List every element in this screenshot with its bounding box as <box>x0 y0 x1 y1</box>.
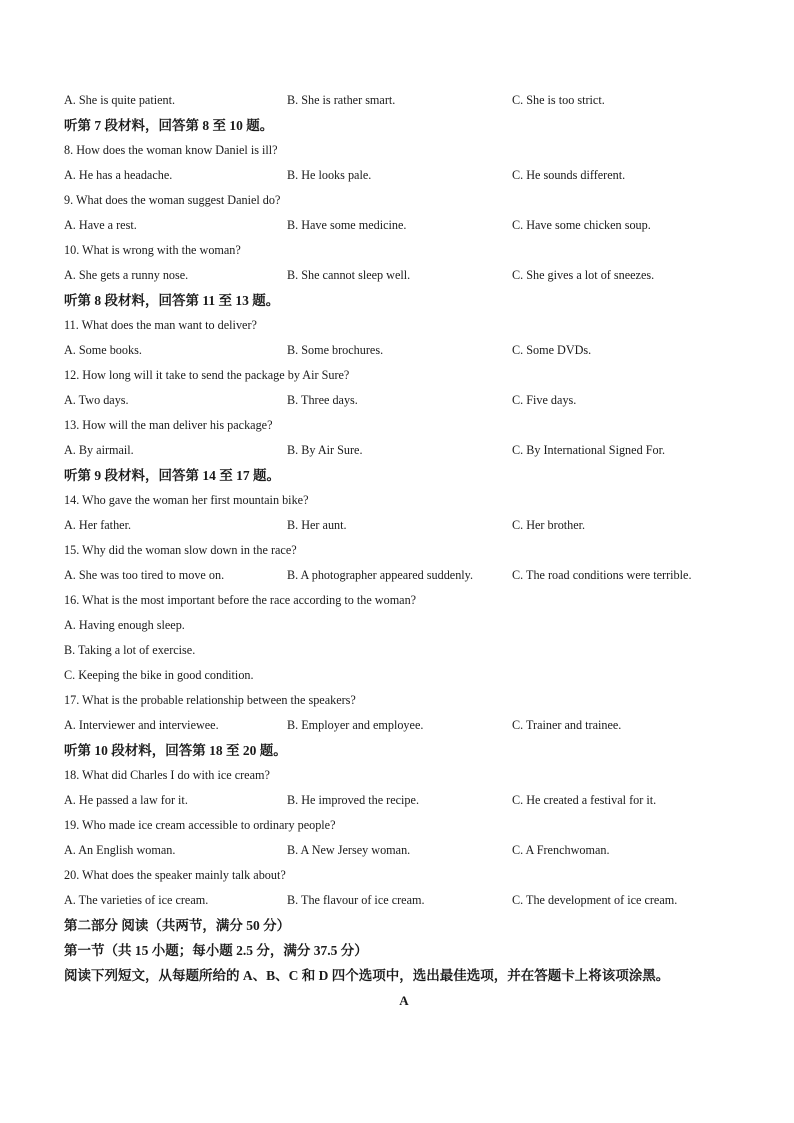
option-a: A. The varieties of ice cream. <box>64 893 209 907</box>
options-row <box>64 213 744 238</box>
options-row <box>64 438 744 463</box>
question: 19. Who made ice cream accessible to ordinary people? <box>64 818 336 832</box>
option-b: B. She cannot sleep well. <box>287 268 411 282</box>
part-title: 第二部分 阅读（共两节，满分 50 分） <box>64 918 291 933</box>
option-a: A. She was too tired to move on. <box>64 568 225 582</box>
option-c: C. Keeping the bike in good condition. <box>64 668 254 682</box>
option-b: B. Some brochures. <box>287 343 384 357</box>
option-b: B. Have some medicine. <box>287 218 407 232</box>
question: 8. How does the woman know Daniel is ill? <box>64 143 278 157</box>
option-c: C. Some DVDs. <box>512 343 592 357</box>
options-row <box>64 388 744 413</box>
instruction: 阅读下列短文，从每题所给的 A、B、C 和 D 四个选项中，选出最佳选项，并在答题卡上将该项涂黑。 <box>64 968 670 983</box>
option-b: B. The flavour of ice cream. <box>287 893 425 907</box>
option-b: B. He looks pale. <box>287 168 372 182</box>
options-row <box>64 263 744 288</box>
question: 10. What is wrong with the woman? <box>64 243 241 257</box>
options-row <box>64 88 744 113</box>
question: 20. What does the speaker mainly talk about? <box>64 868 286 882</box>
options-row <box>64 838 744 863</box>
option-c: C. Have some chicken soup. <box>512 218 651 232</box>
option-a: A. Some books. <box>64 343 142 357</box>
section-heading: 听第 8 段材料，回答第 11 至 13 题。 <box>64 293 280 308</box>
question: 16. What is the most important before the race according to the woman? <box>64 593 417 607</box>
options-row <box>64 788 744 813</box>
option-b: B. She is rather smart. <box>287 93 396 107</box>
option-a: A. He has a headache. <box>64 168 173 182</box>
option-c: C. She gives a lot of sneezes. <box>512 268 655 282</box>
option-c: C. She is too strict. <box>512 93 605 107</box>
passage-label: A <box>399 993 409 1008</box>
option-c: C. The development of ice cream. <box>512 893 678 907</box>
section-heading: 听第 7 段材料，回答第 8 至 10 题。 <box>64 118 274 133</box>
options-row <box>64 563 744 588</box>
option-b: B. Employer and employee. <box>287 718 424 732</box>
options-row <box>64 163 744 188</box>
option-b: B. Three days. <box>287 393 358 407</box>
option-a: A. She is quite patient. <box>64 93 176 107</box>
option-a: A. Her father. <box>64 518 132 532</box>
option-c: C. He sounds different. <box>512 168 626 182</box>
question: 14. Who gave the woman her first mountain bike? <box>64 493 309 507</box>
question: 11. What does the man want to deliver? <box>64 318 257 332</box>
section-heading: 听第 10 段材料，回答第 18 至 20 题。 <box>64 743 287 758</box>
option-c: C. A Frenchwoman. <box>512 843 610 857</box>
option-c: C. Trainer and trainee. <box>512 718 622 732</box>
option-b: B. Her aunt. <box>287 518 347 532</box>
option-c: C. Her brother. <box>512 518 586 532</box>
question: 12. How long will it take to send the package by Air Sure? <box>64 368 350 382</box>
option-c: C. The road conditions were terrible. <box>512 568 692 582</box>
option-b: B. A New Jersey woman. <box>287 843 411 857</box>
section-heading: 听第 9 段材料，回答第 14 至 17 题。 <box>64 468 280 483</box>
option-a: A. Have a rest. <box>64 218 137 232</box>
option-b: B. Taking a lot of exercise. <box>64 643 196 657</box>
option-a: A. By airmail. <box>64 443 134 457</box>
option-c: C. He created a festival for it. <box>512 793 657 807</box>
question: 17. What is the probable relationship between the speakers? <box>64 693 356 707</box>
option-a: A. An English woman. <box>64 843 176 857</box>
option-a: A. She gets a runny nose. <box>64 268 189 282</box>
option-b: B. A photographer appeared suddenly. <box>287 568 474 582</box>
option-a: A. He passed a law for it. <box>64 793 188 807</box>
option-a: A. Interviewer and interviewee. <box>64 718 219 732</box>
option-b: B. By Air Sure. <box>287 443 363 457</box>
options-row <box>64 513 744 538</box>
option-a: A. Having enough sleep. <box>64 618 185 632</box>
question: 15. Why did the woman slow down in the race? <box>64 543 297 557</box>
option-a: A. Two days. <box>64 393 129 407</box>
option-c: C. By International Signed For. <box>512 443 666 457</box>
options-row <box>64 888 744 913</box>
question: 18. What did Charles I do with ice cream? <box>64 768 270 782</box>
option-b: B. He improved the recipe. <box>287 793 419 807</box>
question: 9. What does the woman suggest Daniel do? <box>64 193 281 207</box>
section-title: 第一节（共 15 小题；每小题 2.5 分，满分 37.5 分） <box>64 943 368 958</box>
question: 13. How will the man deliver his package? <box>64 418 273 432</box>
options-row <box>64 338 744 363</box>
exam-page <box>64 88 744 1013</box>
options-row <box>64 713 744 738</box>
option-c: C. Five days. <box>512 393 577 407</box>
